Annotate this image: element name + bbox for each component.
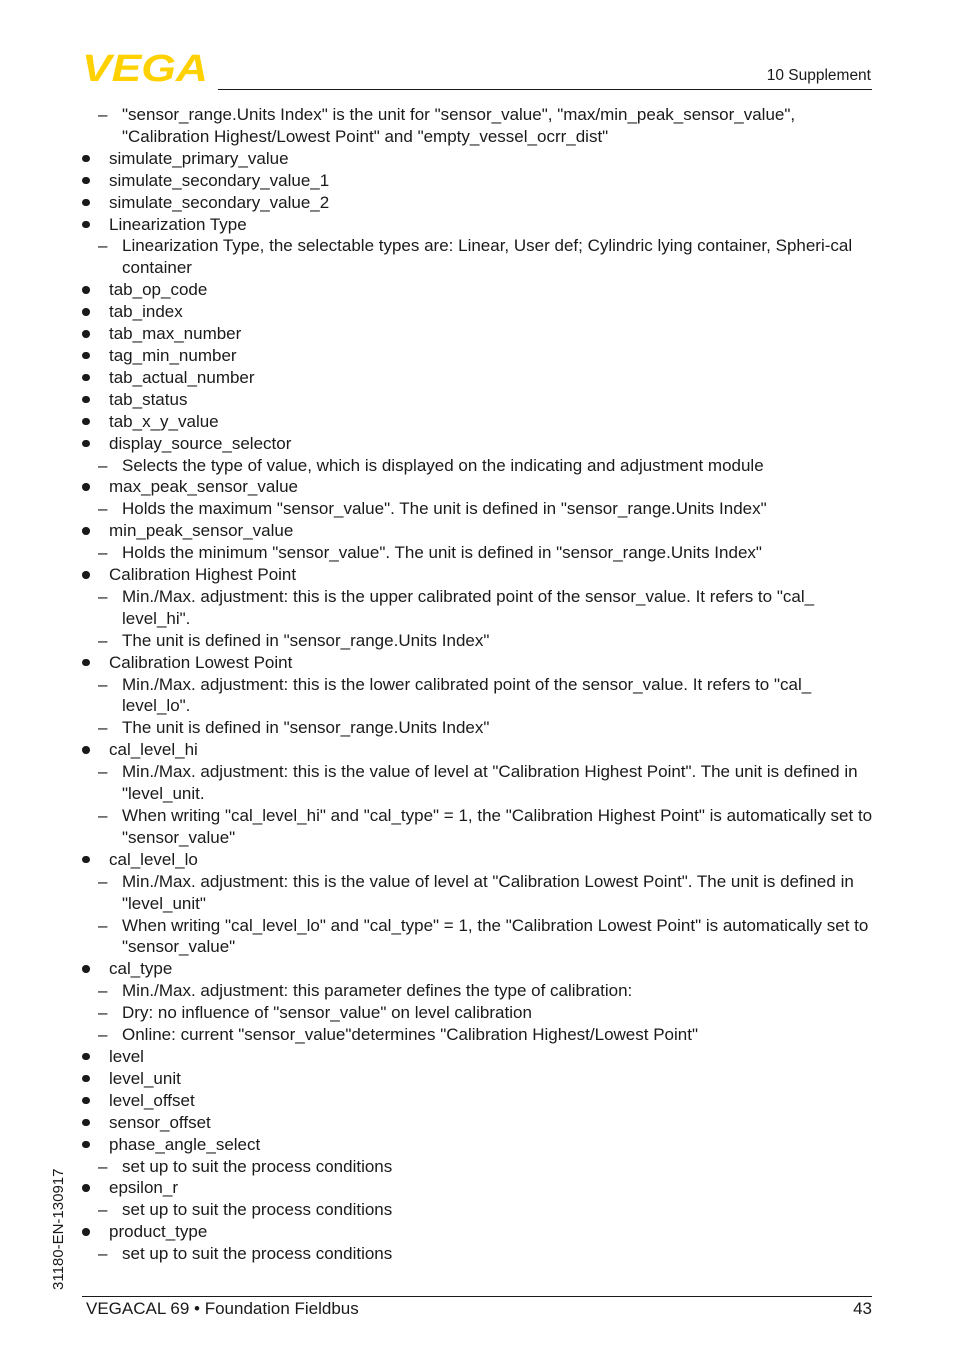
- bullet-item: sensor_offset: [80, 1112, 875, 1134]
- bullet-item: tab_actual_number: [80, 367, 875, 389]
- bullet-item: level: [80, 1046, 875, 1068]
- bullet-item: level_offset: [80, 1090, 875, 1112]
- dash-item: – set up to suit the process conditions: [80, 1156, 875, 1178]
- dash-item: – Min./Max. adjustment: this is the upper calibrated point of the sensor_value. It refers to "cal_ level_hi".: [80, 586, 875, 630]
- header-divider: [218, 89, 872, 90]
- bullet-item: cal_level_lo: [80, 849, 875, 871]
- dash-item: – When writing "cal_level_hi" and "cal_type" = 1, the "Calibration Highest Point" is automatically set to "sensor_value": [80, 805, 875, 849]
- bullet-item: tab_index: [80, 301, 875, 323]
- bullet-item: simulate_secondary_value_1: [80, 170, 875, 192]
- bullet-item: epsilon_r: [80, 1177, 875, 1199]
- bullet-item: simulate_secondary_value_2: [80, 192, 875, 214]
- bullet-item: tab_status: [80, 389, 875, 411]
- dash-item: – Linearization Type, the selectable types are: Linear, User def; Cylindric lying container, Spheri-cal container: [80, 235, 875, 279]
- dash-item: – The unit is defined in "sensor_range.Units Index": [80, 717, 875, 739]
- bullet-item: simulate_primary_value: [80, 148, 875, 170]
- bullet-item: min_peak_sensor_value: [80, 520, 875, 542]
- page-number: 43: [853, 1299, 872, 1318]
- dash-item: – Min./Max. adjustment: this is the value of level at "Calibration Highest Point". The unit is defined in "level_unit.: [80, 761, 875, 805]
- bullet-item: Calibration Lowest Point: [80, 652, 875, 674]
- bullet-item: Linearization Type: [80, 214, 875, 236]
- bullet-item: level_unit: [80, 1068, 875, 1090]
- dash-item: – Holds the maximum "sensor_value". The unit is defined in "sensor_range.Units Index": [80, 498, 875, 520]
- bullet-item: max_peak_sensor_value: [80, 476, 875, 498]
- svg-text:VEGA: VEGA: [82, 52, 208, 83]
- section-label: 10 Supplement: [766, 67, 871, 84]
- dash-item: – The unit is defined in "sensor_range.Units Index": [80, 630, 875, 652]
- dash-item: – set up to suit the process conditions: [80, 1243, 875, 1265]
- document-id: 31180-EN-130917: [50, 1168, 67, 1290]
- vega-logo: [82, 52, 210, 83]
- dash-item: – Min./Max. adjustment: this is the value of level at "Calibration Lowest Point". The unit is defined in "level_unit": [80, 871, 875, 915]
- dash-item: – Holds the minimum "sensor_value". The unit is defined in "sensor_range.Units Index": [80, 542, 875, 564]
- bullet-item: tab_x_y_value: [80, 411, 875, 433]
- bullet-item: tag_min_number: [80, 345, 875, 367]
- dash-item: – Dry: no influence of "sensor_value" on level calibration: [80, 1002, 875, 1024]
- bullet-item: Calibration Highest Point: [80, 564, 875, 586]
- bullet-item: display_source_selector: [80, 433, 875, 455]
- bullet-item: product_type: [80, 1221, 875, 1243]
- dash-item: – When writing "cal_level_lo" and "cal_type" = 1, the "Calibration Lowest Point" is automatically set to "sensor_value": [80, 915, 875, 959]
- bullet-item: cal_type: [80, 958, 875, 980]
- dash-item: – "sensor_range.Units Index" is the unit for "sensor_value", "max/min_peak_sensor_value", "Calibration Highest/Lowest Point" and "empty_vessel_ocrr_dist": [80, 104, 875, 148]
- dash-item: – set up to suit the process conditions: [80, 1199, 875, 1221]
- bullet-item: tab_op_code: [80, 279, 875, 301]
- dash-item: – Min./Max. adjustment: this parameter defines the type of calibration:: [80, 980, 875, 1002]
- dash-item: – Online: current "sensor_value"determines "Calibration Highest/Lowest Point": [80, 1024, 875, 1046]
- dash-item: – Min./Max. adjustment: this is the lower calibrated point of the sensor_value. It refers to "cal_ level_lo".: [80, 674, 875, 718]
- dash-item: – Selects the type of value, which is displayed on the indicating and adjustment module: [80, 455, 875, 477]
- bullet-item: tab_max_number: [80, 323, 875, 345]
- footer-divider: [82, 1296, 872, 1297]
- bullet-item: phase_angle_select: [80, 1134, 875, 1156]
- footer-title: VEGACAL 69 • Foundation Fieldbus: [86, 1299, 359, 1318]
- bullet-item: cal_level_hi: [80, 739, 875, 761]
- parameter-list: [80, 104, 875, 1265]
